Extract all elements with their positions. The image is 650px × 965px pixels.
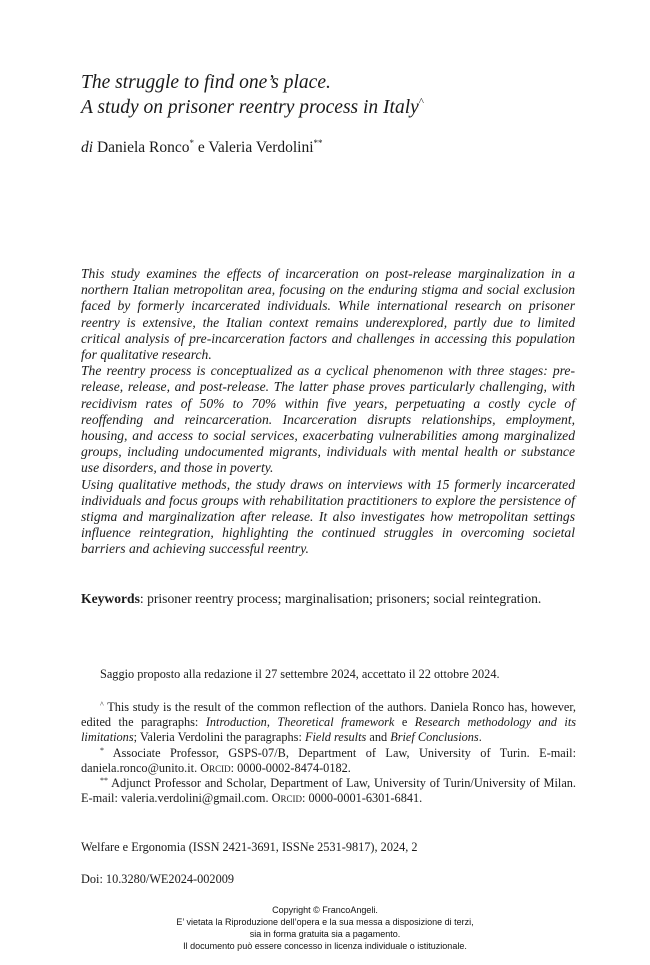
footnote-mark-star: * <box>100 745 104 755</box>
footnotes <box>81 700 576 806</box>
abstract-paragraph-3: Using qualitative methods, the study draws on interviews with 15 formerly incarcerated individuals and focus groups with rehabilitation practitioners to explore the persistence of stigma and marginalization after release. It also investigates how metropolitan settings influence reintegration, highlighting the continued struggles in overcoming societal barriers and achieving successful reentry. <box>81 476 575 557</box>
title-line-2 <box>81 95 581 120</box>
doi: Doi: 10.3280/WE2024-002009 <box>81 872 235 886</box>
abstract-paragraph-2: The reentry process is conceptualized as a cyclical phenomenon with three stages: pre-release, release, and post-release. The latter phase proves particularly challenging, with recidivism rates of 50% to 70% within five years, perpetuating a costly cycle of reoffending and reincarceration. Incarceration disrupts relationships, employment, housing, and access to social services, exacerbating vulnerabilities among marginalized groups, including undocumented migrants, individuals with mental health or substance use disorders, and those in poverty. <box>81 363 575 476</box>
author-name-1: Daniela Ronco <box>96 139 190 156</box>
author-line <box>81 139 323 157</box>
orcid-label: Orcid <box>271 791 302 806</box>
section-name: Theoretical framework <box>277 715 395 730</box>
footnote-author-2 <box>81 776 576 806</box>
footnote-mark-double-star: ** <box>100 776 108 786</box>
footnote-text: , <box>266 715 278 730</box>
section-name: Field results <box>304 730 367 745</box>
footnote-text: Associate Professor, GSPS-07/B, Department of Law, University of Turin. E-mail: daniela.ronco@unito.it. <box>81 745 576 775</box>
author-conjunction: e <box>197 139 205 156</box>
footnote-text: . <box>478 730 482 745</box>
footnote-text: : 0000-0001-6301-6841. <box>302 791 423 806</box>
title-footnote-mark: ^ <box>418 96 424 108</box>
author-name-2: Valeria Verdolini <box>208 139 314 156</box>
author-mark-2: ** <box>313 138 323 148</box>
author-mark-1: * <box>189 138 194 148</box>
copyright-line-1: Copyright © FrancoAngeli. <box>272 905 378 915</box>
footnote-mark-caret: ^ <box>100 700 104 709</box>
footnote-text: e <box>394 715 415 730</box>
article-title <box>81 70 581 120</box>
journal-citation: Welfare e Ergonomia (ISSN 2421-3691, ISSNe 2531-9817), 2024, 2 <box>81 840 418 854</box>
keywords-text: : prisoner reentry process; marginalisation; prisoners; social reintegration. <box>139 591 542 606</box>
orcid-label: Orcid <box>200 760 231 775</box>
title-line-1: The struggle to find one’s place. <box>81 72 331 93</box>
footnote-text: This study is the result of the common reflection of the authors. Daniela Ronco has, however, edited the paragraphs: <box>81 700 576 730</box>
copyright-line-2: E’ vietata la Riproduzione dell’opera e la sua messa a disposizione di terzi, <box>176 917 474 927</box>
title-line-2-text: A study on prisoner reentry process in Italy <box>81 97 419 118</box>
keywords <box>81 591 581 607</box>
section-name: Introduction <box>205 715 267 730</box>
submission-note: Saggio proposto alla redazione il 27 settembre 2024, accettato il 22 ottobre 2024. <box>100 667 500 681</box>
keywords-label: Keywords <box>81 591 140 606</box>
copyright-notice <box>0 904 650 952</box>
abstract-paragraph-1: This study examines the effects of incarceration on post-release marginalization in a northern Italian metropolitan area, focusing on the enduring stigma and social exclusion faced by formerly incarcerated individuals. While international research on prisoner reentry is extensive, the Italian context remains underexplored, partly due to limited critical analysis of pre-incarceration factors and challenges in accessing this population for qualitative research. <box>81 266 575 363</box>
section-name: Research methodology and its limitations <box>81 715 577 745</box>
footnote-authorship <box>81 700 576 746</box>
footnote-text: : 0000-0002-8474-0182. <box>230 760 351 775</box>
abstract <box>81 266 575 558</box>
footnote-author-1 <box>81 746 576 776</box>
footnote-text: ; Valeria Verdolini the paragraphs: <box>133 730 305 745</box>
footnote-text: Adjunct Professor and Scholar, Department of Law, University of Turin/University of Milan. E-mail: valeria.verdolini@gmail.com. <box>81 776 576 806</box>
copyright-line-3: sia in forma gratuita sia a pagamento. <box>249 929 401 939</box>
copyright-line-4: Il documento può essere concesso in licenza individuale o istituzionale. <box>183 941 467 951</box>
section-name: Brief Conclusions <box>390 730 479 745</box>
author-prefix: di <box>81 139 94 156</box>
footnote-text: and <box>366 730 391 745</box>
